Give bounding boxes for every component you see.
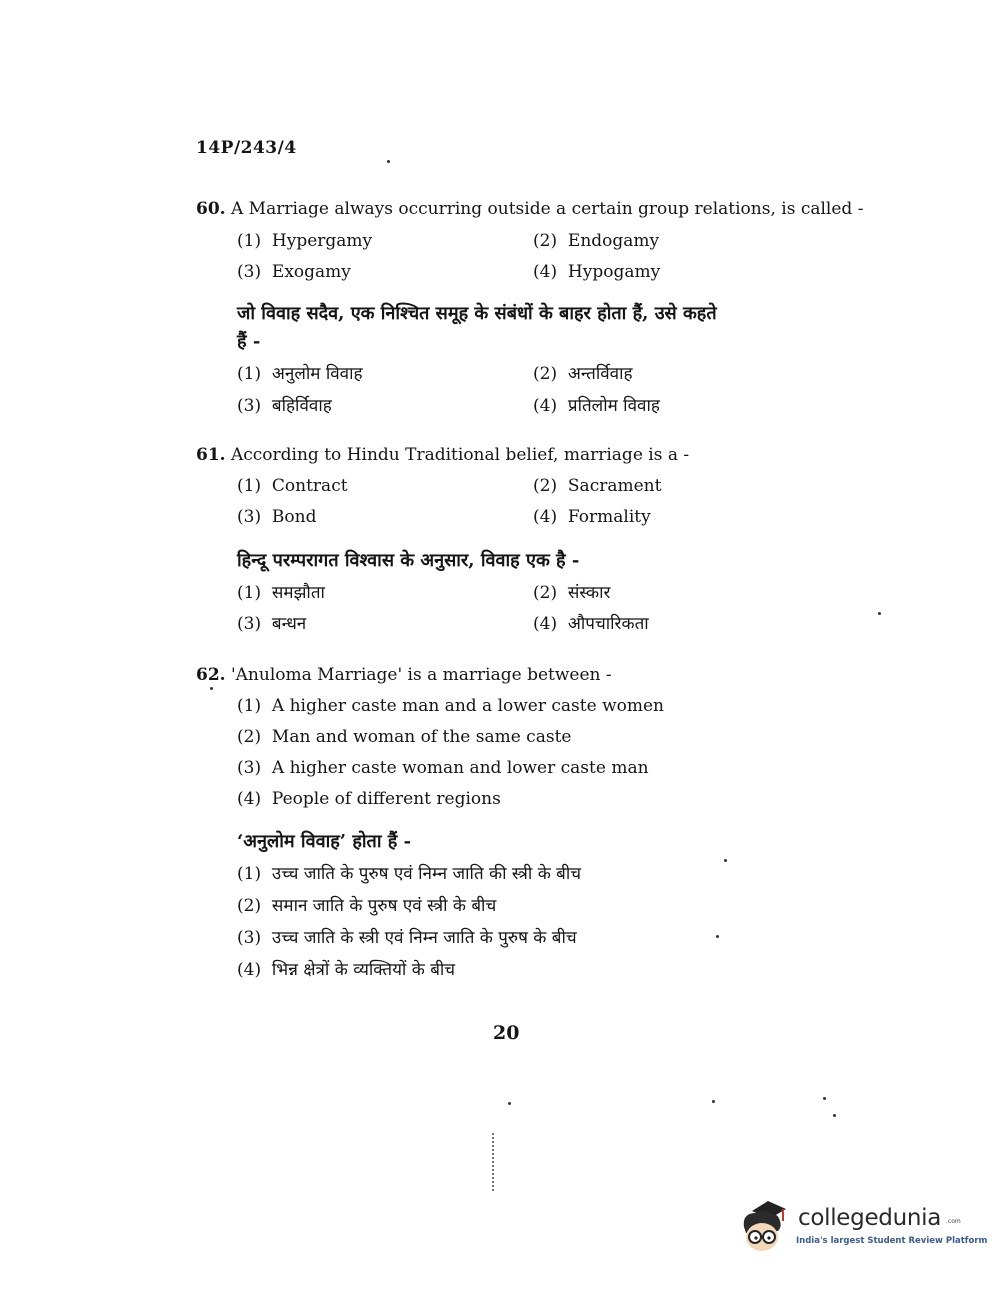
q61-option-4-hi: (4) औपचारिकता xyxy=(533,614,649,634)
mascot-icon xyxy=(738,1197,796,1257)
q62-option-4-hi: (4) भिन्न क्षेत्रों के व्यक्तियों के बीच xyxy=(237,960,456,980)
scan-speck xyxy=(387,160,390,163)
q60-option-2-hi: (2) अन्तर्विवाह xyxy=(533,364,633,384)
q62-option-4-en: (4) People of different regions xyxy=(237,789,501,809)
q60-option-4-hi: (4) प्रतिलोम विवाह xyxy=(533,396,660,416)
q61-option-3-hi: (3) बन्धन xyxy=(237,614,307,634)
q60-option-2-en: (2) Endogamy xyxy=(533,231,660,251)
q60-hindi-text: जो विवाह सदैव, एक निश्चित समूह के संबंधों के बाहर होता हैं, उसे कहते xyxy=(237,303,717,324)
paper-code: 14P/243/4 xyxy=(196,138,297,158)
q60-hindi-text-cont: हैं - xyxy=(237,331,261,352)
scan-speck xyxy=(716,935,719,938)
logo-suffix: .com xyxy=(946,1218,961,1225)
question-text: A Marriage always occurring outside a certain group relations, is called - xyxy=(230,199,864,219)
scan-speck xyxy=(878,612,881,615)
scan-speck xyxy=(823,1097,826,1100)
q62-option-2-en: (2) Man and woman of the same caste xyxy=(237,727,572,747)
q61-option-3-en: (3) Bond xyxy=(237,507,317,527)
question-61 xyxy=(196,445,689,465)
page-number: 20 xyxy=(493,1022,520,1044)
q61-option-1-en: (1) Contract xyxy=(237,476,348,496)
q62-option-2-hi: (2) समान जाति के पुरुष एवं स्त्री के बीच xyxy=(237,896,497,916)
scan-speck xyxy=(712,1100,715,1103)
q60-option-1-en: (1) Hypergamy xyxy=(237,231,373,251)
question-text: According to Hindu Traditional belief, marriage is a - xyxy=(230,445,690,465)
question-62 xyxy=(196,665,612,685)
q62-option-3-en: (3) A higher caste woman and lower caste man xyxy=(237,758,649,778)
q60-option-3-hi: (3) बहिर्विवाह xyxy=(237,396,332,416)
q61-option-2-en: (2) Sacrament xyxy=(533,476,662,496)
question-60 xyxy=(196,199,863,219)
q61-option-2-hi: (2) संस्कार xyxy=(533,583,611,603)
q62-option-1-en: (1) A higher caste man and a lower caste women xyxy=(237,696,664,716)
q60-option-4-en: (4) Hypogamy xyxy=(533,262,661,282)
question-text: 'Anuloma Marriage' is a marriage between - xyxy=(230,665,612,685)
scan-speck xyxy=(833,1114,836,1117)
q61-option-1-hi: (1) समझौता xyxy=(237,583,325,603)
scan-speck xyxy=(508,1102,511,1105)
q62-hindi-text: ‘अनुलोम विवाह’ होता हैं - xyxy=(237,831,412,852)
question-number: 61. xyxy=(196,445,226,465)
scan-dotted-line xyxy=(492,1133,494,1191)
q62-option-3-hi: (3) उच्च जाति के स्त्री एवं निम्न जाति के पुरुष के बीच xyxy=(237,928,577,948)
question-number: 62. xyxy=(196,665,226,685)
logo-tagline: India's largest Student Review Platform xyxy=(796,1236,988,1246)
q61-option-4-en: (4) Formality xyxy=(533,507,651,527)
collegedunia-logo xyxy=(738,1197,988,1259)
q60-option-3-en: (3) Exogamy xyxy=(237,262,351,282)
question-number: 60. xyxy=(196,199,226,219)
scan-speck xyxy=(724,859,727,862)
q60-option-1-hi: (1) अनुलोम विवाह xyxy=(237,364,363,384)
q62-option-1-hi: (1) उच्च जाति के पुरुष एवं निम्न जाति की स्त्री के बीच xyxy=(237,864,582,884)
q61-hindi-text: हिन्दू परम्परागत विश्वास के अनुसार, विवाह एक है - xyxy=(237,550,580,571)
scan-speck xyxy=(210,687,213,690)
logo-name: collegedunia xyxy=(798,1205,942,1231)
